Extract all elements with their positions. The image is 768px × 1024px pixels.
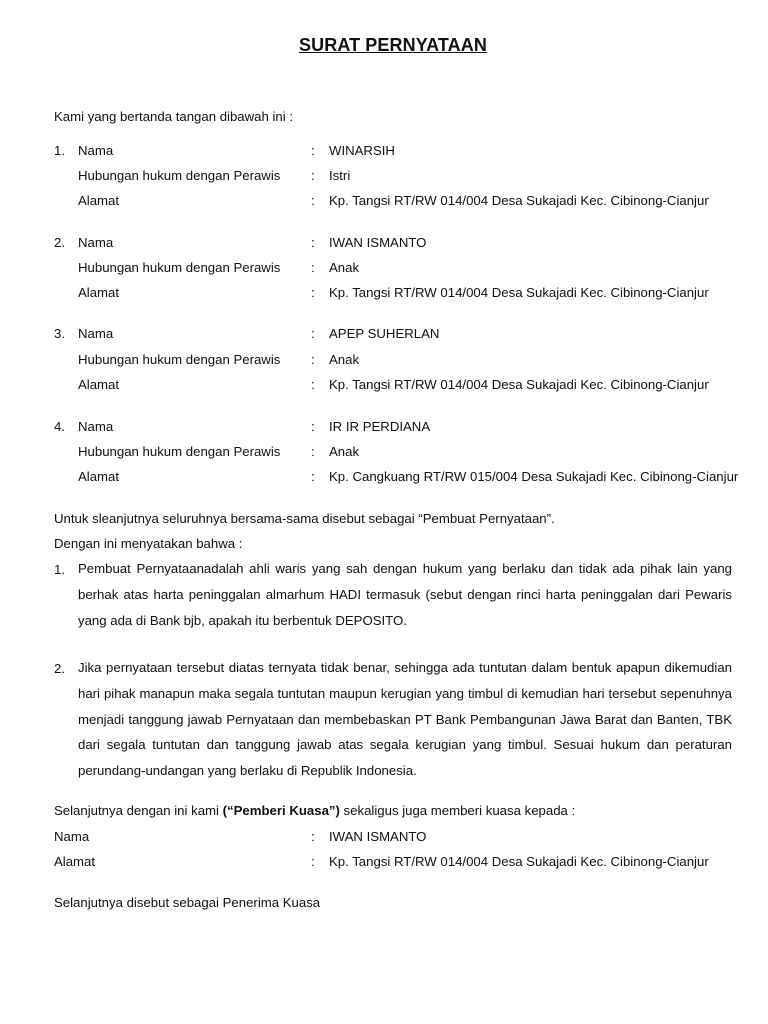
person-2-number: 2. bbox=[54, 235, 65, 250]
person-3-nama-label: Nama bbox=[78, 326, 114, 341]
person-4-hubungan-value: Anak bbox=[329, 444, 360, 459]
person-4-alamat-value: Kp. Cangkuang RT/RW 015/004 Desa Sukajadi Kec. Cibinong-Cianjur bbox=[329, 469, 739, 484]
person-1-alamat-value: Kp. Tangsi RT/RW 014/004 Desa Sukajadi Kec. Cibinong-Cianjur bbox=[329, 193, 709, 208]
kuasa-alamat-value: Kp. Tangsi RT/RW 014/004 Desa Sukajadi Kec. Cibinong-Cianjur bbox=[329, 854, 709, 869]
person-3-alamat-colon: : bbox=[311, 377, 315, 392]
person-4-nama-value: IR IR PERDIANA bbox=[329, 419, 431, 434]
person-1-nama-value: WINARSIH bbox=[329, 143, 395, 158]
person-2-alamat-colon: : bbox=[311, 285, 315, 300]
closing-text: Selanjutnya disebut sebagai Penerima Kuasa bbox=[54, 895, 321, 910]
person-4-hubungan-label: Hubungan hukum dengan Perawis bbox=[78, 444, 281, 459]
person-3-alamat-label: Alamat bbox=[78, 377, 120, 392]
person-2-hubungan-label: Hubungan hukum dengan Perawis bbox=[78, 260, 281, 275]
intro-text: Kami yang bertanda tangan dibawah ini : bbox=[54, 109, 294, 124]
pemberi-kuasa-label: (“Pemberi Kuasa”) bbox=[222, 803, 340, 818]
person-1-hubungan-label: Hubungan hukum dengan Perawis bbox=[78, 168, 281, 183]
person-3-nama-value: APEP SUHERLAN bbox=[329, 326, 440, 341]
collective-text: Untuk sleanjutnya seluruhnya bersama-sama disebut sebagai “Pembuat Pernyataan”. bbox=[54, 511, 555, 526]
person-3-hubungan-colon: : bbox=[311, 352, 315, 367]
person-1-nama-label: Nama bbox=[78, 143, 114, 158]
document-title: SURAT PERNYATAAN bbox=[299, 35, 487, 55]
person-2-nama-value: IWAN ISMANTO bbox=[329, 235, 427, 250]
person-4-nama-label: Nama bbox=[78, 419, 114, 434]
kuasa-alamat-colon: : bbox=[311, 854, 315, 869]
person-2-alamat-value: Kp. Tangsi RT/RW 014/004 Desa Sukajadi Kec. Cibinong-Cianjur bbox=[329, 285, 709, 300]
kuasa-sentence bbox=[54, 803, 575, 819]
person-3-alamat-value: Kp. Tangsi RT/RW 014/004 Desa Sukajadi Kec. Cibinong-Cianjur bbox=[329, 377, 709, 392]
person-3-hubungan-label: Hubungan hukum dengan Perawis bbox=[78, 352, 281, 367]
person-4-number: 4. bbox=[54, 419, 65, 434]
person-3-number: 3. bbox=[54, 326, 65, 341]
statement-2-text: Jika pernyataan tersebut diatas ternyata tidak benar, sehingga ada tuntutan dalam bentuk apapun dikemudian hari pihak manapun maka segala tuntutan maupun kerugian yang timbul di kemudian hari tersebut sepenuhnya menjadi tanggung jawab Pernyataan dan membebaskan PT Bank Pembangunan Jawa Barat dan Banten, TBK dari segala tuntutan dan tanggung jawab atas segala kerugian yang timbul. Sesuai hukum dan peraturan perundang-undangan yang berlaku di Republik Indonesia. bbox=[78, 660, 732, 779]
kuasa-before: Selanjutnya dengan ini kami bbox=[54, 803, 223, 818]
person-2-nama-label: Nama bbox=[78, 235, 114, 250]
person-2-hubungan-colon: : bbox=[311, 260, 315, 275]
statement-1-text: Pembuat Pernyataanadalah ahli waris yang sah dengan hukum yang berlaku dan tidak ada pihak lain yang berhak atas harta peninggalan almarhum HADI termasuk (sebut dengan rinci harta peninggalan dari Pewaris yang ada di Bank bjb, apakah itu berbentuk DEPOSITO. bbox=[78, 561, 732, 628]
kuasa-nama-colon: : bbox=[311, 829, 315, 844]
kuasa-nama-label: Nama bbox=[54, 829, 90, 844]
person-4-alamat-label: Alamat bbox=[78, 469, 120, 484]
kuasa-after: sekaligus juga memberi kuasa kepada : bbox=[339, 803, 576, 818]
statement-2-number: 2. bbox=[54, 661, 65, 676]
person-2-nama-colon: : bbox=[311, 235, 315, 250]
person-4-hubungan-colon: : bbox=[311, 444, 315, 459]
person-1-alamat-colon: : bbox=[311, 193, 315, 208]
person-1-number: 1. bbox=[54, 143, 65, 158]
kuasa-nama-value: IWAN ISMANTO bbox=[329, 829, 427, 844]
person-1-hubungan-colon: : bbox=[311, 168, 315, 183]
declare-intro: Dengan ini menyatakan bahwa : bbox=[54, 536, 243, 551]
person-1-nama-colon: : bbox=[311, 143, 315, 158]
person-1-hubungan-value: Istri bbox=[329, 168, 351, 183]
kuasa-alamat-label: Alamat bbox=[54, 854, 96, 869]
person-4-alamat-colon: : bbox=[311, 469, 315, 484]
person-3-hubungan-value: Anak bbox=[329, 352, 360, 367]
person-1-alamat-label: Alamat bbox=[78, 193, 120, 208]
person-3-nama-colon: : bbox=[311, 326, 315, 341]
statement-1-number: 1. bbox=[54, 562, 65, 577]
person-2-alamat-label: Alamat bbox=[78, 285, 120, 300]
person-2-hubungan-value: Anak bbox=[329, 260, 360, 275]
person-4-nama-colon: : bbox=[311, 419, 315, 434]
